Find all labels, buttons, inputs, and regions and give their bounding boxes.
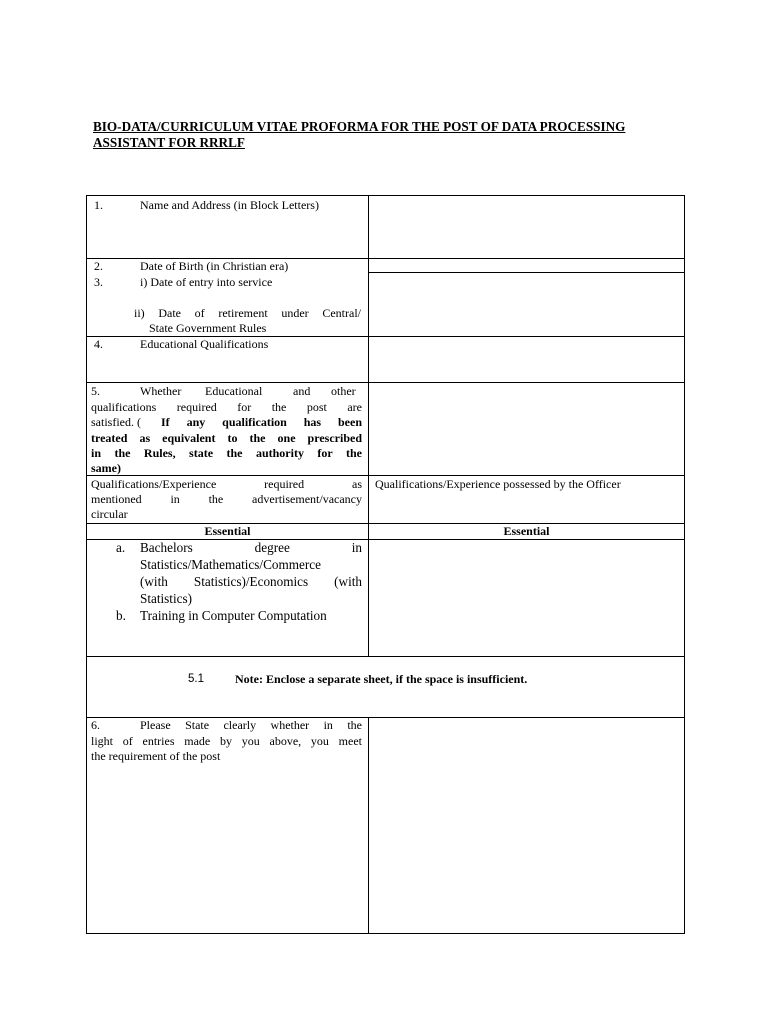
qualifications-possessed-header: Qualifications/Experience possessed by the Officer [375,477,621,491]
document-title [93,119,693,151]
item-2-label: Date of Birth (in Christian era) [140,259,289,273]
row-divider [368,258,685,259]
item-5-word-1: Whether [140,384,182,398]
essential-a-line-1: Bachelors degree in [140,540,362,555]
item-2-number: 2. [94,259,103,273]
column-divider-top [368,196,369,656]
essential-b-text: Training in Computer Computation [140,608,327,623]
qualifications-required-line-3: circular [91,507,128,521]
essential-a-marker: a. [116,540,126,555]
item-6-line-3: the requirement of the post [91,749,221,763]
item-3-label-ii-line-2: State Government Rules [149,321,267,335]
item-5-line-4: treated as equivalent to the one prescribed [91,431,362,445]
item-5-line-2: qualifications required for the post are [91,400,362,414]
proforma-table [86,195,685,934]
item-6-line-2: light of entries made by you above, you meet [91,734,362,748]
item-5-word-4: other [331,384,356,398]
item-6-line-1: Please State clearly whether in the [140,718,362,732]
row-divider [368,272,685,273]
title-line-2: ASSISTANT FOR RRRLF [93,135,245,150]
item-6-number: 6. [91,718,100,732]
title-line-1: BIO-DATA/CURRICULUM VITAE PROFORMA FOR THE POST OF DATA PROCESSING [93,119,626,134]
essential-right-header: Essential [503,524,550,538]
qualifications-required-line-1: Qualifications/Experience required as [91,477,362,491]
item-1-number: 1. [94,198,103,212]
note-number: 5.1 [188,673,204,685]
essential-b-marker: b. [116,608,126,623]
row-divider [87,382,685,383]
item-4-label: Educational Qualifications [140,337,269,351]
qualifications-required-line-2: mentioned in the advertisement/vacancy [91,492,362,506]
item-5-line-3-start: satisfied. ( [91,415,141,429]
column-divider-bottom [368,717,369,934]
item-5-word-2: Educational [205,384,263,398]
item-3-number: 3. [94,275,103,289]
item-4-number: 4. [94,337,103,351]
note-text: Note: Enclose a separate sheet, if the space is insufficient. [235,672,528,686]
row-divider [87,475,685,476]
item-3-label-i: i) Date of entry into service [140,275,273,289]
item-1-label: Name and Address (in Block Letters) [140,198,319,212]
item-3-label-ii-line-1: ii) Date of retirement under Central/ [134,306,361,320]
item-5-line-3-bold: If any qualification has been [161,415,362,429]
item-5-line-5: in the Rules, state the authority for the [91,446,362,460]
item-5-line-6: same) [91,461,121,475]
item-5-word-3: and [293,384,311,398]
item-5-number: 5. [91,384,100,398]
essential-a-line-4: Statistics) [140,591,193,606]
essential-a-line-3: (with Statistics)/Economics (with [140,574,362,589]
row-divider [87,656,685,657]
essential-left-header: Essential [204,524,251,538]
essential-a-line-2: Statistics/Mathematics/Commerce [140,557,321,572]
